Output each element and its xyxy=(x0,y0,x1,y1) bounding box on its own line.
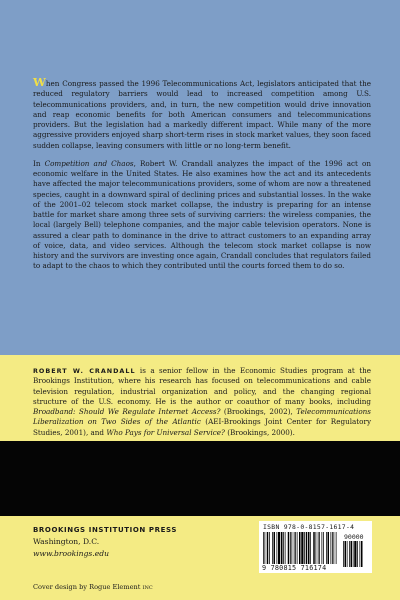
black-band xyxy=(0,441,400,516)
barcode-bar xyxy=(269,532,270,564)
barcode-bar xyxy=(297,532,298,564)
author-name: ROBERT W. CRANDALL xyxy=(33,367,136,375)
barcode-bar xyxy=(306,532,308,564)
barcode-bar xyxy=(318,532,319,564)
barcode-bar xyxy=(277,532,278,564)
barcode-bar xyxy=(310,532,311,564)
bio-text-2: (Brookings, 2002), xyxy=(220,407,297,416)
ean-barcode-icon xyxy=(263,532,337,564)
barcode-bar xyxy=(331,532,332,564)
publisher-name: BROOKINGS INSTITUTION PRESS xyxy=(33,526,177,534)
barcode-bar xyxy=(332,532,333,564)
author-bio xyxy=(33,366,371,438)
barcode-bar xyxy=(349,541,350,567)
barcode-bar xyxy=(326,532,327,564)
barcode-bar xyxy=(295,532,296,564)
barcode-bar xyxy=(285,532,286,564)
barcode-bar xyxy=(294,532,295,564)
barcode-bar xyxy=(323,532,324,564)
publisher-block xyxy=(33,526,253,558)
barcode-bar xyxy=(267,532,269,564)
barcode-bar xyxy=(272,532,273,564)
barcode-bar xyxy=(288,532,290,564)
blurb-p1-text: hen Congress passed the 1996 Telecommunications Act, legislators anticipated that the reduced regulatory barriers would lead to increased competition among U.S. telecommunications providers, and, in turn, the new competition would drive innovation and reap economic benefits for both American consumers and telecommunications providers. But the legislation had a markedly different impact. While many of the more aggressive providers enjoyed sharp short-term rises in stock market values, they soon faced sudden collapse, leaving consumers with little or no long-term benefit. xyxy=(33,79,371,150)
publisher-city: Washington, D.C. xyxy=(33,537,100,546)
barcode-bar xyxy=(313,532,315,564)
drop-cap: W xyxy=(33,75,46,89)
blurb-paragraph-2 xyxy=(33,159,371,272)
barcode-bar xyxy=(343,541,344,567)
cover-credit-suffix: INC xyxy=(142,585,153,591)
barcode-bar xyxy=(351,541,353,567)
barcode-bar xyxy=(290,532,291,564)
barcode-bar xyxy=(334,532,335,564)
barcode-bar xyxy=(361,541,363,567)
book-broadband: Broadband: Should We Regulate Internet Access? xyxy=(33,407,221,416)
barcode-bar xyxy=(354,541,356,567)
barcode-bar xyxy=(283,532,284,564)
barcode-bar xyxy=(347,541,348,567)
barcode-bar xyxy=(281,532,283,564)
bio-text-1: is a senior fellow in the Economic Studies program at the Brookings Institution, where his research has focused on telecommunications and cable television regulation, industrial organization and policy, and the changing regional structure of the U.S. economy. He is the author or coauthor of many books, including xyxy=(33,366,371,406)
publisher-website: www.brookings.edu xyxy=(33,549,109,558)
blurb-paragraph-1 xyxy=(33,75,371,151)
barcode-bar xyxy=(322,532,323,564)
barcode-bar xyxy=(357,541,358,567)
price-code: 90000 xyxy=(344,533,364,541)
bio-text-4: (Brookings, 2000). xyxy=(224,427,295,437)
barcode-box xyxy=(259,521,372,573)
blurb-p2-text: , Robert W. Crandall analyzes the impact of the 1996 act on economic welfare in the United States. He also examines how the act and its antecedents have affected the major telecommunications providers, some of whom are now a threatened species, caught in a downward spiral of declining prices and substantial losses. In the wake of the 2001–02 telecom stock market collapse, the industry is preparing for an intense battle for market share among three sets of surviving carriers: the wireless companies, the local (largely Bell) telephone companies, and the major cable television operators. None is assured a clear path to dominance in the drive to attract customers to an expanding array of voice, data, and video services. Although the telecom stock market collapse is now history and the survivors are investing once again, Crandall concludes that regulators failed to adapt to the chaos to which they contributed until the courts forced them to do so. xyxy=(33,158,372,271)
barcode-bar xyxy=(304,532,305,564)
cover-credit xyxy=(33,583,153,591)
price-barcode-icon xyxy=(343,541,369,567)
barcode-bar xyxy=(278,532,280,564)
barcode-bar xyxy=(353,541,354,567)
barcode-bar xyxy=(274,532,276,564)
barcode-bar xyxy=(345,541,347,567)
barcode-bar xyxy=(328,532,330,564)
barcode-bar xyxy=(319,532,320,564)
barcode-bar xyxy=(308,532,310,564)
barcode-bar xyxy=(265,532,266,564)
cover-credit-text: Cover design by Rogue Element xyxy=(33,583,141,591)
bio-text-3: (AEI-Brookings Joint Center for Regulatory Studies, 2001), and xyxy=(33,417,372,437)
barcode-bar xyxy=(299,532,301,564)
barcode-bar xyxy=(301,532,303,564)
barcode-digits: 9 780815 716174 xyxy=(262,564,327,572)
book-title: Competition and Chaos xyxy=(44,158,134,168)
barcode-bar xyxy=(292,532,293,564)
description-blurb xyxy=(33,75,372,280)
book-telecom-liberalization: Telecommunications Liberalization on Two Sides of the Atlantic xyxy=(33,407,371,427)
barcode-bar xyxy=(360,541,361,567)
barcode-bar xyxy=(263,532,264,564)
barcode-bar xyxy=(336,532,337,564)
book-who-pays: Who Pays for Universal Service? xyxy=(106,427,225,437)
barcode-bar xyxy=(316,532,317,564)
blurb-p2-lead: In xyxy=(33,158,41,168)
isbn-label: ISBN 978-0-8157-1617-4 xyxy=(263,523,355,531)
